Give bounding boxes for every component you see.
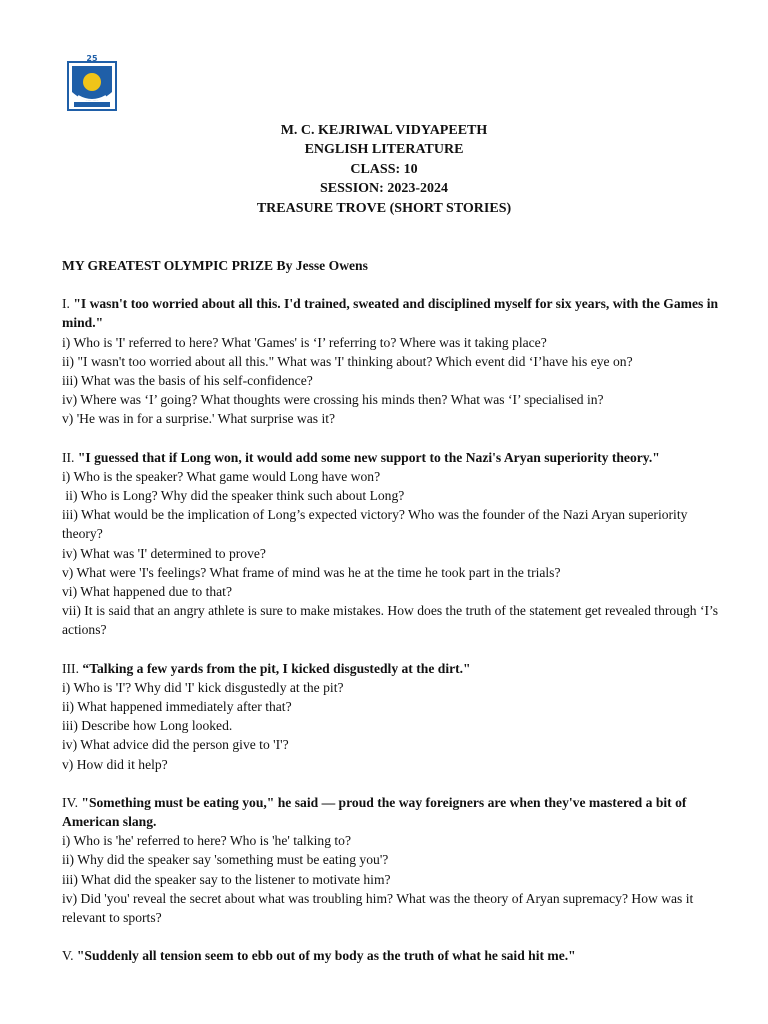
section-quote <box>62 793 722 831</box>
quote-text: "I wasn't too worried about all this. I'd trained, sweated and disciplined myself for six years, with the Games in mind." <box>62 296 719 331</box>
question-item: i) Who is 'I' referred to here? What 'Games' is ‘I’ referring to? Where was it taking place? <box>62 334 547 350</box>
section-numeral: IV. <box>62 794 82 810</box>
subject-title: ENGLISH LITERATURE <box>304 142 464 158</box>
logo-number: 25 <box>86 54 98 63</box>
question-item: v) What were 'I's feelings? What frame of mind was he at the time he took part in the trials? <box>62 564 561 580</box>
question-item: iv) Did 'you' reveal the secret about what was troubling him? What was the theory of Aryan supremacy? How was it relevant to sports? <box>62 890 697 926</box>
question-item: iii) Describe how Long looked. <box>62 718 233 734</box>
question-item: i) Who is 'he' referred to here? Who is 'he' talking to? <box>62 833 351 849</box>
section-numeral: I. <box>62 296 74 312</box>
question-item: i) Who is 'I'? Why did 'I' kick disgustedly at the pit? <box>62 679 344 695</box>
question-item: ii) What happened immediately after that? <box>62 699 292 715</box>
question-item: v) 'He was in for a surprise.' What surprise was it? <box>62 411 336 427</box>
question-item: iv) What advice did the person give to 'I'? <box>62 737 289 753</box>
section-5 <box>62 946 722 965</box>
question-content <box>62 256 722 985</box>
quote-text: “Talking a few yards from the pit, I kicked disgustedly at the dirt." <box>82 660 471 676</box>
sections-container <box>62 294 722 965</box>
section-quote <box>62 294 722 332</box>
school-name: M. C. KEJRIWAL VIDYAPEETH <box>280 123 488 138</box>
section-numeral: V. <box>62 948 77 964</box>
question-item: iv) What was 'I' determined to prove? <box>62 545 266 561</box>
question-item: ii) Why did the speaker say 'something must be eating you'? <box>62 852 389 868</box>
section-quote <box>62 448 722 467</box>
section-quote <box>62 659 722 678</box>
document-header <box>0 121 768 218</box>
section-2 <box>62 448 722 640</box>
question-item: vii) It is said that an angry athlete is sure to make mistakes. How does the truth of the statement get revealed through ‘I’s actions? <box>62 603 722 638</box>
session-label: SESSION: 2023-2024 <box>320 181 448 197</box>
quote-text: "Suddenly all tension seem to ebb out of my body as the truth of what he said hit me." <box>76 948 576 964</box>
section-3 <box>62 659 722 774</box>
section-numeral: III. <box>62 660 83 676</box>
question-item: iii) What was the basis of his self-confidence? <box>62 373 313 389</box>
class-label: CLASS: 10 <box>350 161 418 177</box>
question-item: iii) What did the speaker say to the listener to motivate him? <box>62 871 391 887</box>
question-item: vi) What happened due to that? <box>62 584 232 600</box>
book-title: TREASURE TROVE (SHORT STORIES) <box>256 200 512 216</box>
question-item: ii) Who is Long? Why did the speaker think such about Long? <box>62 488 405 504</box>
question-item: i) Who is the speaker? What game would Long have won? <box>62 468 381 484</box>
question-item: iv) Where was ‘I’ going? What thoughts were crossing his minds then? What was ‘I’ specialised in? <box>62 392 604 408</box>
section-quote <box>62 946 722 965</box>
section-1 <box>62 294 722 428</box>
question-item: ii) "I wasn't too worried about all this." What was 'I' thinking about? Which event did ‘I’have his eye on? <box>62 353 633 369</box>
quote-text: "Something must be eating you," he said — proud the way foreigners are when they've mastered a bit of American slang. <box>62 794 687 830</box>
section-numeral: II. <box>62 449 78 465</box>
school-logo <box>64 52 120 116</box>
story-title: MY GREATEST OLYMPIC PRIZE By Jesse Owens <box>62 258 368 273</box>
question-item: iii) What would be the implication of Long’s expected victory? Who was the founder of the Nazi Aryan superiority theory? <box>62 507 691 542</box>
quote-text: "I guessed that if Long won, it would add some new support to the Nazi's Aryan superiority theory." <box>77 449 660 465</box>
question-item: v) How did it help? <box>62 756 168 772</box>
section-4 <box>62 793 722 927</box>
